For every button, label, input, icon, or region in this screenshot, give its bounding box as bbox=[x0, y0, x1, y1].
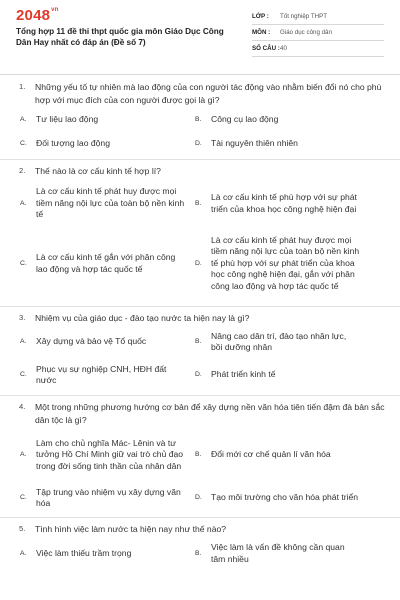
option-a[interactable] bbox=[16, 330, 191, 354]
option-text: Việc làm là vấn đề không cần quan tâm nhiều bbox=[211, 542, 345, 564]
logo-text: 2048 bbox=[16, 7, 51, 24]
info-value: Tốt nghiệp THPT bbox=[280, 13, 328, 20]
option-b[interactable] bbox=[191, 330, 366, 354]
option-letter: C. bbox=[20, 494, 27, 502]
header-divider bbox=[0, 74, 400, 75]
exam-info-table bbox=[252, 9, 384, 57]
option-c[interactable] bbox=[16, 228, 191, 300]
question-5 bbox=[0, 518, 400, 536]
option-letter: B. bbox=[195, 338, 202, 346]
question-5-options bbox=[0, 542, 400, 566]
option-text: Là cơ cấu kinh tế gắn với phân công lao động và hợp tác quốc tế bbox=[36, 252, 176, 274]
question-number: 4. bbox=[19, 402, 26, 411]
logo-suffix: vn bbox=[51, 7, 59, 13]
option-text: Là cơ cấu kinh tế phát huy được mọi tiềm năng nội lực của toàn bộ nền kinh tế bbox=[36, 186, 185, 220]
option-letter: B. bbox=[195, 451, 202, 459]
option-letter: B. bbox=[195, 116, 202, 124]
option-text: Phục vụ sự nghiệp CNH, HĐH đất nước bbox=[36, 363, 167, 385]
option-letter: C. bbox=[20, 259, 27, 267]
info-row-subject bbox=[252, 25, 384, 41]
option-text: Làm cho chủ nghĩa Mác- Lênin và tư tưởng Hồ Chí Minh giữ vai trò chủ đạo trong đời sống tinh thần của nhân dân bbox=[36, 437, 184, 471]
question-2 bbox=[0, 160, 400, 178]
option-c[interactable] bbox=[16, 137, 191, 151]
option-a[interactable] bbox=[16, 113, 191, 127]
question-list bbox=[0, 78, 400, 566]
question-text: Thế nào là cơ cấu kinh tế hợp lí? bbox=[35, 166, 161, 176]
question-4-options bbox=[0, 431, 400, 510]
option-text: Là cơ cấu kinh tế phát huy được mọi tiềm năng nội lực của toàn bộ nền kinh tế phù hợp với sự phát triển của khoa học công nghệ hiện đại, gắn với phân công lao động và hợp tác quốc tế bbox=[211, 234, 360, 291]
options-grid bbox=[16, 330, 388, 387]
option-letter: C. bbox=[20, 371, 27, 379]
option-letter: C. bbox=[20, 140, 27, 148]
option-c[interactable] bbox=[16, 486, 191, 510]
option-text: Xây dựng và bảo vệ Tổ quốc bbox=[36, 336, 147, 347]
question-1 bbox=[0, 78, 400, 106]
page-title: Tổng hợp 11 đề thi thpt quốc gia môn Giáo Dục Công Dân Hay nhất có đáp án (Đề số 7) bbox=[16, 27, 224, 47]
info-row-count bbox=[252, 41, 384, 57]
option-letter: A. bbox=[20, 549, 27, 557]
option-a[interactable] bbox=[16, 186, 191, 222]
option-letter: A. bbox=[20, 199, 27, 207]
info-key: LỚP : bbox=[252, 13, 269, 20]
option-letter: B. bbox=[195, 549, 202, 557]
option-text: Là cơ cấu kinh tế phù hợp với sự phát triển của khoa học công nghệ hiện đại bbox=[211, 192, 357, 214]
option-letter: D. bbox=[195, 371, 202, 379]
question-2-options bbox=[0, 186, 400, 300]
info-row-class bbox=[252, 9, 384, 25]
option-letter: B. bbox=[195, 199, 202, 207]
option-text: Tư liệu lao động bbox=[36, 114, 99, 125]
option-text: Tập trung vào nhiệm vụ xây dựng văn hóa bbox=[36, 486, 181, 508]
option-d[interactable] bbox=[191, 137, 366, 151]
options-grid bbox=[16, 542, 388, 566]
site-logo[interactable] bbox=[16, 7, 59, 24]
option-letter: A. bbox=[20, 451, 27, 459]
option-letter: A. bbox=[20, 116, 27, 124]
option-letter: D. bbox=[195, 259, 202, 267]
info-value: 40 bbox=[280, 45, 287, 52]
option-b[interactable] bbox=[191, 186, 366, 222]
question-3-options bbox=[0, 330, 400, 387]
option-text: Công cụ lao động bbox=[211, 114, 279, 125]
info-value: Giáo dục công dân bbox=[280, 29, 332, 36]
question-text: Những yếu tố tự nhiên mà lao động của con người tác động vào nhằm biến đổi nó cho phù hợp với mục đích của con người được gọi là gì? bbox=[35, 82, 382, 105]
info-key: MÔN : bbox=[252, 29, 271, 36]
question-1-options bbox=[0, 113, 400, 151]
option-text: Tài nguyên thiên nhiên bbox=[211, 138, 298, 149]
options-grid bbox=[16, 113, 388, 151]
question-text: Nhiệm vụ của giáo dục - đào tạo nước ta hiện nay là gì? bbox=[35, 312, 250, 323]
option-text: Việc làm thiếu trầm trọng bbox=[36, 547, 132, 558]
option-text: Đổi mới cơ chế quản lí văn hóa bbox=[211, 449, 331, 460]
question-number: 2. bbox=[19, 166, 26, 175]
option-c[interactable] bbox=[16, 363, 191, 387]
option-d[interactable] bbox=[191, 363, 366, 387]
question-number: 5. bbox=[19, 524, 26, 533]
option-text: Tạo môi trường cho văn hóa phát triển bbox=[211, 492, 359, 503]
option-d[interactable] bbox=[191, 486, 366, 510]
option-a[interactable] bbox=[16, 542, 191, 566]
question-text: Một trong những phương hướng cơ bản để xây dựng nền văn hóa tiên tiến đậm đà bản sắc dân tộc là gì? bbox=[35, 402, 385, 425]
question-text: Tình hình việc làm nước ta hiện nay như thế nào? bbox=[35, 524, 227, 534]
options-grid bbox=[16, 431, 388, 510]
option-letter: D. bbox=[195, 494, 202, 502]
option-letter: D. bbox=[195, 140, 202, 148]
page-header bbox=[0, 0, 400, 74]
question-3 bbox=[0, 307, 400, 325]
option-b[interactable] bbox=[191, 431, 366, 479]
question-number: 3. bbox=[19, 312, 26, 322]
option-text: Phát triển kinh tế bbox=[211, 369, 276, 380]
question-4 bbox=[0, 396, 400, 426]
option-d[interactable] bbox=[191, 228, 366, 300]
option-b[interactable] bbox=[191, 542, 366, 566]
option-letter: A. bbox=[20, 338, 27, 346]
question-number: 1. bbox=[19, 82, 26, 91]
options-grid bbox=[16, 186, 388, 300]
option-text: Đối tượng lao động bbox=[36, 138, 110, 149]
option-b[interactable] bbox=[191, 113, 366, 127]
option-text: Nâng cao dân trí, đào tạo nhân lực, bồi dưỡng nhân bbox=[211, 330, 347, 352]
info-key: SỐ CÂU : bbox=[252, 45, 280, 52]
option-a[interactable] bbox=[16, 431, 191, 479]
